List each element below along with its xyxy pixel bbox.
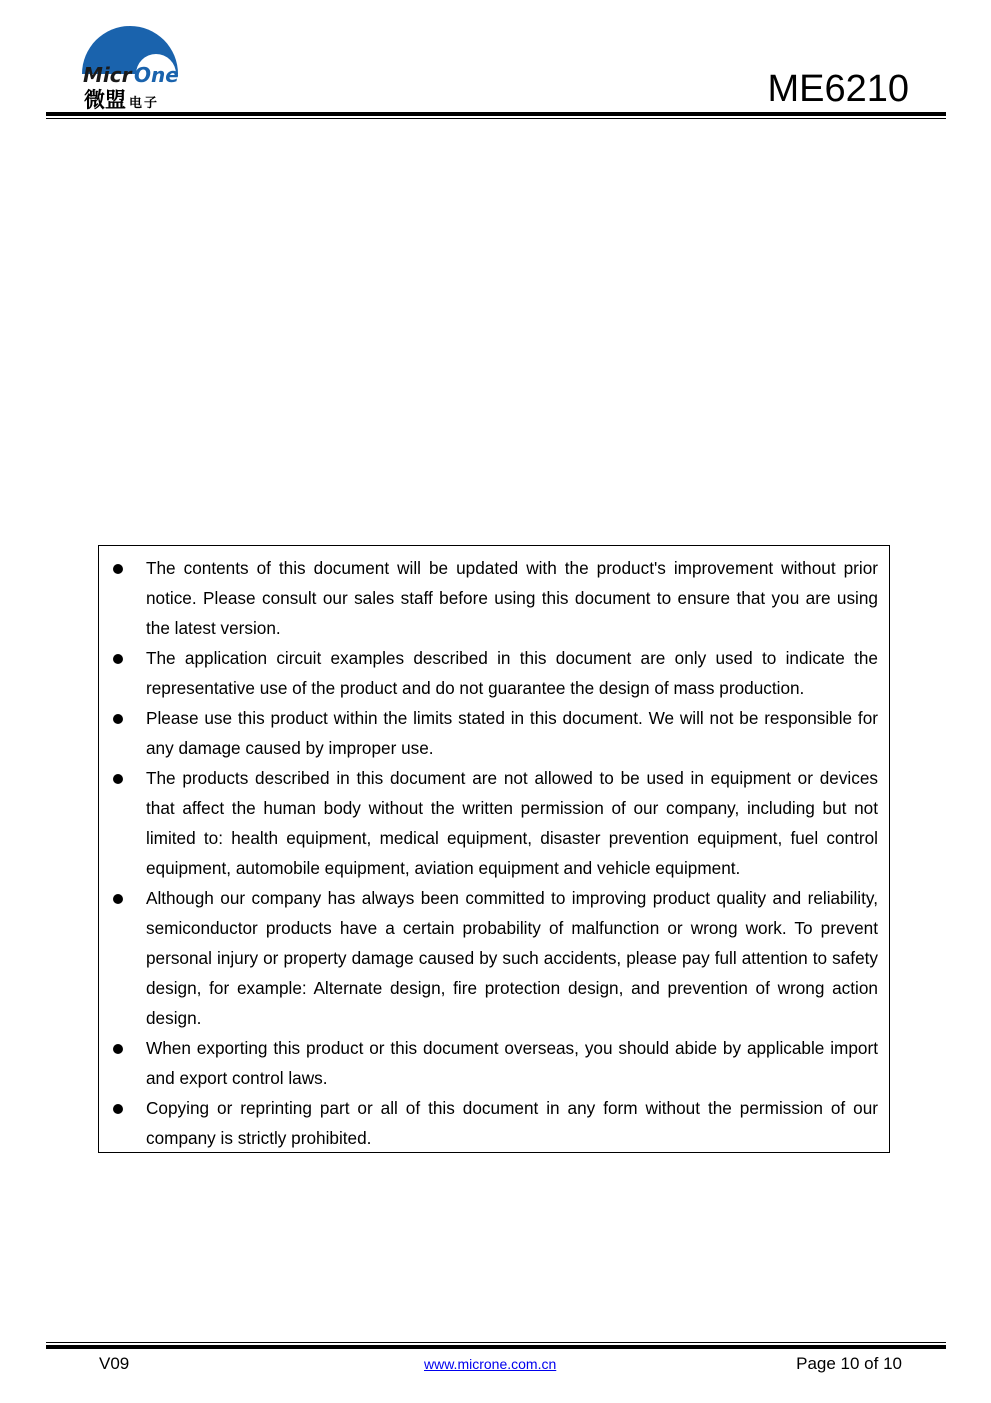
disclaimer-item: Although our company has always been committed to improving product quality and reliability, semiconductor products have a certain probability of malfunction or wrong work. To prevent personal injury or property damage caused by such accidents, please pay full attention to safety design, for example: Alternate design, fire protection design, and prevention of wrong action design. <box>99 883 889 1033</box>
disclaimer-list <box>99 553 889 1153</box>
bullet-icon <box>113 1044 123 1054</box>
disclaimer-item: The products described in this document are not allowed to be used in equipment or devices that affect the human body without the written permission of our company, including but not limited to: health equipment, medical equipment, disaster prevention equipment, fuel control equipment, automobile equipment, aviation equipment and vehicle equipment. <box>99 763 889 883</box>
disclaimer-item: The application circuit examples described in this document are only used to indicate the representative use of the product and do not guarantee the design of mass production. <box>99 643 889 703</box>
header-rule-thick <box>46 112 946 116</box>
footer-page-number: Page 10 of 10 <box>796 1354 902 1373</box>
disclaimer-item: Please use this product within the limits stated in this document. We will not be responsible for any damage caused by improper use. <box>99 703 889 763</box>
svg-text:Micr: Micr <box>83 63 132 86</box>
footer-rule-thin <box>46 1342 946 1343</box>
svg-text:One: One <box>134 63 179 86</box>
document-title: ME6210 <box>767 68 909 110</box>
footer-rule-thick <box>46 1345 946 1349</box>
bullet-icon <box>113 564 123 574</box>
disclaimer-item: The contents of this document will be updated with the product's improvement without prior notice. Please consult our sales staff before using this document to ensure that you are using the latest version. <box>99 553 889 643</box>
logo-chinese-name: 微盟 电子 <box>84 88 160 112</box>
bullet-icon <box>113 894 123 904</box>
disclaimer-item: Copying or reprinting part or all of this document in any form without the permission of our company is strictly prohibited. <box>99 1093 889 1153</box>
footer-website-link[interactable]: www.microne.com.cn <box>424 1356 557 1372</box>
bullet-icon <box>113 774 123 784</box>
disclaimer-item: When exporting this product or this document overseas, you should abide by applicable import and export control laws. <box>99 1033 889 1093</box>
disclaimer-box <box>98 545 890 1153</box>
microne-logo <box>78 20 182 112</box>
bullet-icon <box>113 714 123 724</box>
footer-version: V09 <box>99 1354 130 1373</box>
header-rule-thin <box>46 118 946 119</box>
logo-emblem <box>78 20 182 86</box>
bullet-icon <box>113 654 123 664</box>
bullet-icon <box>113 1104 123 1114</box>
